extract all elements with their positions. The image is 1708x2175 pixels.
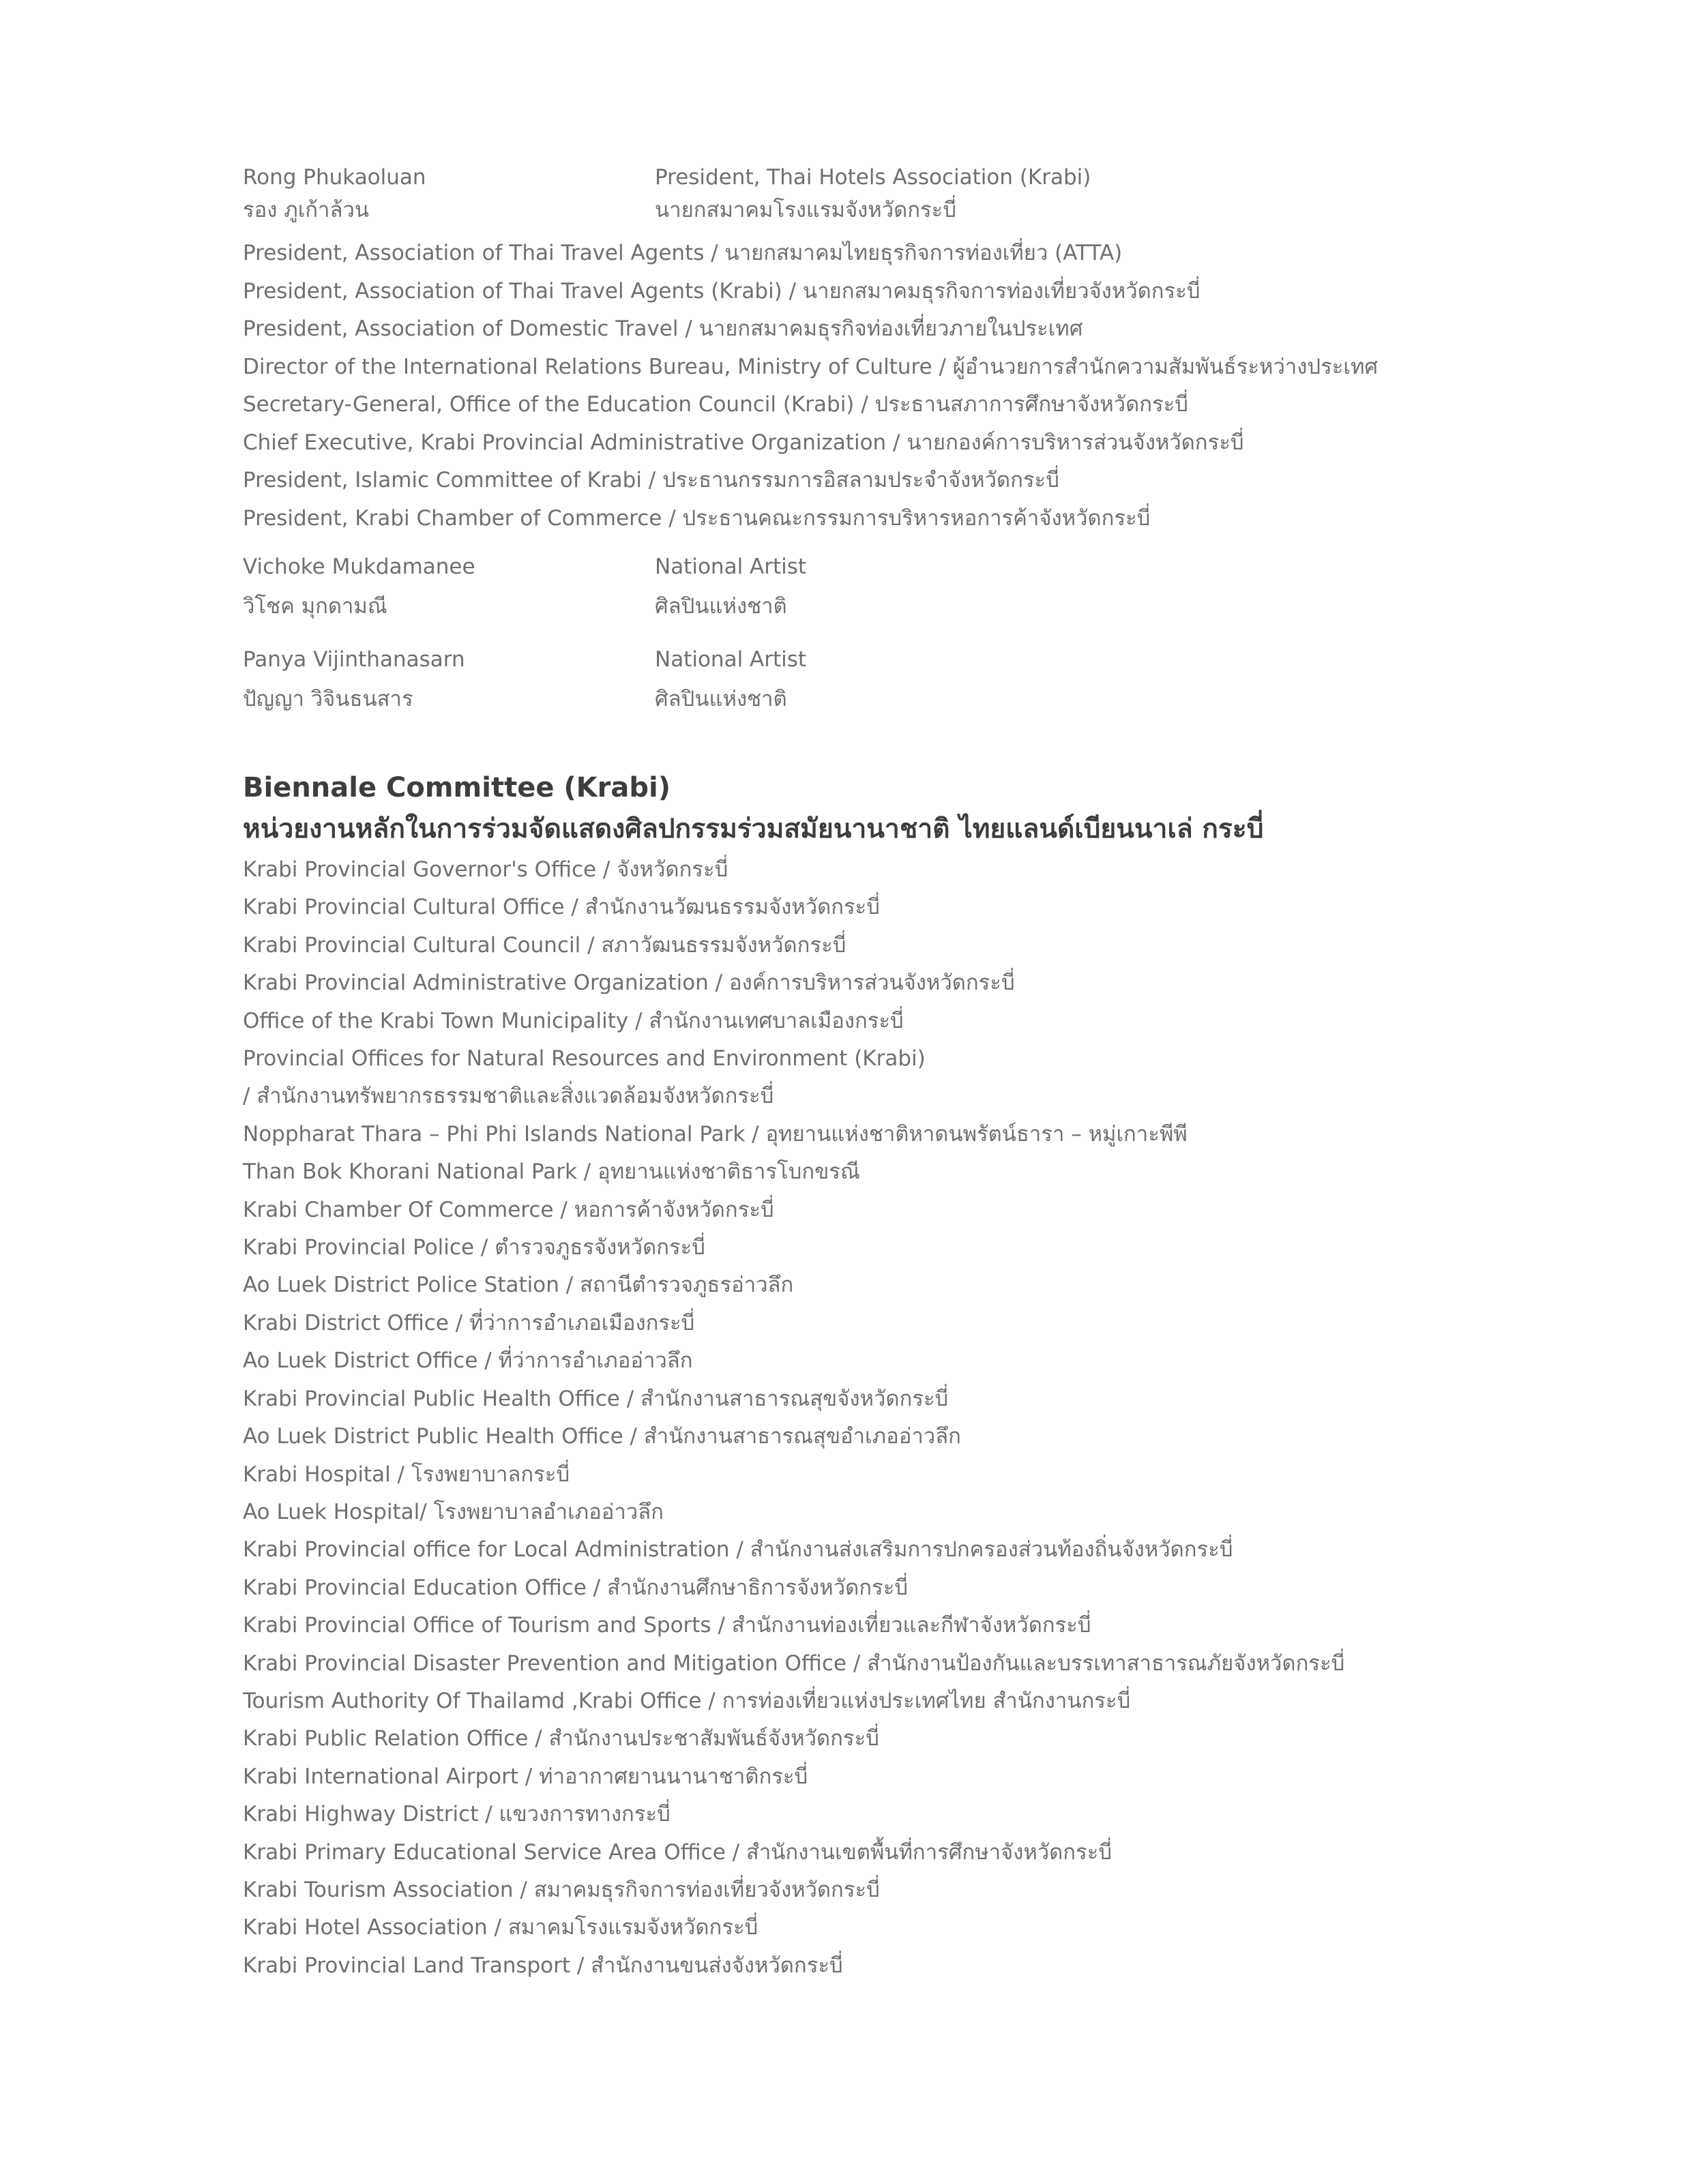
committee-item: Tourism Authority Of Thailamd ,Krabi Office / การท่องเที่ยวแห่งประเทศไทย สำนักงานกระบี่	[243, 1688, 1131, 1713]
artist-entry-vichoke	[243, 547, 1607, 626]
committee-item: Krabi Provincial Administrative Organization / องค์การบริหารส่วนจังหวัดกระบี่	[243, 971, 1015, 996]
officials-list	[243, 235, 1607, 537]
committee-item: Provincial Offices for Natural Resources and Environment (Krabi)	[243, 1046, 926, 1071]
committee-list	[243, 851, 1607, 1985]
person-title-th: นายกสมาคมโรงแรมจังหวัดกระบี่	[655, 198, 956, 222]
committee-item: Ao Luek Hospital/ โรงพยาบาลอำเภออ่าวลึก	[243, 1499, 664, 1524]
committee-item: Krabi Primary Educational Service Area Office / สำนักงานเขตพื้นที่การศึกษาจังหวัดกระบี่	[243, 1839, 1113, 1865]
official-line: Director of the International Relations Bureau, Ministry of Culture / ผู้อำนวยการสำนักความสัมพันธ์ระหว่างประเทศ	[243, 354, 1379, 379]
artist-title-th: ศิลปินแห่งชาติ	[655, 594, 787, 619]
committee-heading-th: หน่วยงานหลักในการร่วมจัดแสดงศิลปกรรมร่วมสมัยนานาชาติ ไทยแลนด์เบียนนาเล่ กระบี่	[243, 814, 1264, 844]
artist-title-th: ศิลปินแห่งชาติ	[655, 687, 787, 711]
committee-item: Krabi District Office / ที่ว่าการอำเภอเมืองกระบี่	[243, 1310, 695, 1335]
artist-title-en: National Artist	[655, 554, 807, 579]
committee-item: Krabi Public Relation Office / สำนักงานประชาสัมพันธ์จังหวัดกระบี่	[243, 1726, 879, 1751]
person-entry-rong	[243, 161, 1607, 226]
artist-name-th: ปัญญา วิจินธนสาร	[243, 687, 413, 711]
official-line: President, Islamic Committee of Krabi / ประธานกรรมการอิสลามประจำจังหวัดกระบี่	[243, 468, 1059, 492]
artist-name-en: Vichoke Mukdamanee	[243, 554, 475, 579]
committee-item: Krabi Highway District / แขวงการทางกระบี่	[243, 1802, 671, 1827]
committee-item: Krabi Chamber Of Commerce / หอการค้าจังหวัดกระบี่	[243, 1197, 774, 1222]
person-name-en: Rong Phukaoluan	[243, 165, 426, 190]
official-line: President, Krabi Chamber of Commerce / ประธานคณะกรรมการบริหารหอการค้าจังหวัดกระบี่	[243, 505, 1151, 531]
committee-heading-en: Biennale Committee (Krabi)	[243, 772, 671, 803]
committee-item: Ao Luek District Office / ที่ว่าการอำเภออ่าวลึก	[243, 1348, 693, 1374]
committee-item: Krabi Provincial Police / ตำรวจภูธรจังหวัดกระบี่	[243, 1235, 705, 1260]
committee-item: Than Bok Khorani National Park / อุทยานแห่งชาติธารโบกขรณี	[243, 1159, 860, 1185]
committee-item: Noppharat Thara – Phi Phi Islands National Park / อุทยานแห่งชาติหาดนพรัตน์ธารา – หมู่เกาะพีพี	[243, 1121, 1188, 1146]
artist-entry-panya	[243, 640, 1607, 719]
committee-item: Krabi Provincial Cultural Council / สภาวัฒนธรรมจังหวัดกระบี่	[243, 932, 846, 958]
committee-item: Ao Luek District Police Station / สถานีตำรวจภูธรอ่าวลึก	[243, 1273, 794, 1298]
official-line: President, Association of Thai Travel Agents / นายกสมาคมไทยธุรกิจการท่องเที่ยว (ATTA)	[243, 241, 1123, 265]
committee-item: Krabi Provincial Land Transport / สำนักงานขนส่งจังหวัดกระบี่	[243, 1953, 843, 1978]
committee-item: Ao Luek District Public Health Office / สำนักงานสาธารณสุขอำเภออ่าวลึก	[243, 1424, 961, 1449]
artist-name-en: Panya Vijinthanasarn	[243, 647, 465, 672]
committee-item: Krabi Provincial Disaster Prevention and Mitigation Office / สำนักงานป้องกันและบรรเทาสาธารณภัยจังหวัดกระบี่	[243, 1651, 1345, 1676]
committee-item: Krabi Provincial Cultural Office / สำนักงานวัฒนธรรมจังหวัดกระบี่	[243, 895, 880, 920]
committee-item: Krabi Hospital / โรงพยาบาลกระบี่	[243, 1462, 570, 1487]
document-page	[243, 161, 1607, 1985]
official-line: Secretary-General, Office of the Education Council (Krabi) / ประธานสภาการศึกษาจังหวัดกระบี่	[243, 392, 1188, 417]
committee-item: Krabi Provincial Office of Tourism and Sports / สำนักงานท่องเที่ยวและกีฬาจังหวัดกระบี่	[243, 1613, 1091, 1638]
committee-item: Krabi International Airport / ท่าอากาศยานนานาชาติกระบี่	[243, 1764, 808, 1789]
person-title-en: President, Thai Hotels Association (Krabi)	[655, 165, 1091, 190]
committee-item: Krabi Tourism Association / สมาคมธุรกิจการท่องเที่ยวจังหวัดกระบี่	[243, 1877, 880, 1902]
committee-item: Office of the Krabi Town Municipality / สำนักงานเทศบาลเมืองกระบี่	[243, 1008, 904, 1033]
official-line: President, Association of Thai Travel Agents (Krabi) / นายกสมาคมธุรกิจการท่องเที่ยวจังหวัดกระบี่	[243, 278, 1201, 304]
committee-item: Krabi Provincial office for Local Administration / สำนักงานส่งเสริมการปกครองส่วนท้องถิ่นจังหวัดกระบี่	[243, 1537, 1233, 1563]
person-name-th: รอง ภูเก้าล้วน	[243, 198, 370, 222]
artist-title-en: National Artist	[655, 647, 807, 672]
committee-item: Krabi Provincial Education Office / สำนักงานศึกษาธิการจังหวัดกระบี่	[243, 1575, 909, 1600]
artist-name-th: วิโชค มุกดามณี	[243, 594, 387, 619]
official-line: President, Association of Domestic Travel / นายกสมาคมธุรกิจท่องเที่ยวภายในประเทศ	[243, 316, 1083, 341]
committee-item: Krabi Hotel Association / สมาคมโรงแรมจังหวัดกระบี่	[243, 1915, 759, 1940]
committee-item: Krabi Provincial Public Health Office / สำนักงานสาธารณสุขจังหวัดกระบี่	[243, 1386, 949, 1411]
committee-item: Krabi Provincial Governor's Office / จังหวัดกระบี่	[243, 857, 728, 882]
official-line: Chief Executive, Krabi Provincial Administrative Organization / นายกองค์การบริหารส่วนจังหวัดกระบี่	[243, 430, 1244, 455]
committee-item: / สำนักงานทรัพยากรธรรมชาติและสิ่งแวดล้อมจังหวัดกระบี่	[243, 1084, 774, 1109]
